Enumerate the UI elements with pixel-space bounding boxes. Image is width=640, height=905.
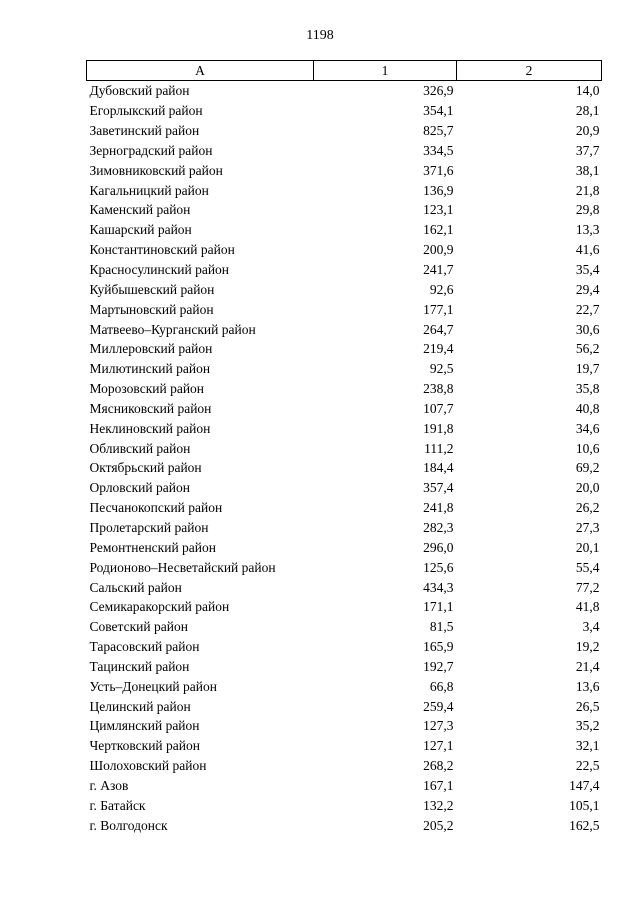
value-column-1-cell: 200,9	[423, 242, 454, 258]
value-column-2-cell: 26,5	[575, 698, 600, 714]
table-row	[87, 815, 602, 835]
table-row	[87, 260, 602, 280]
district-name-cell: Зерноградский район	[89, 142, 213, 158]
value-column-1-cell: 264,7	[423, 321, 454, 337]
table-row	[87, 756, 602, 776]
value-column-1-cell: 127,3	[423, 718, 454, 734]
value-column-2-cell: 13,6	[575, 678, 600, 694]
header-column-1: 1	[314, 61, 457, 81]
value-column-1-cell: 132,2	[423, 797, 454, 813]
value-column-1-cell: 238,8	[423, 381, 454, 397]
value-column-1-cell: 192,7	[423, 658, 454, 674]
district-name-cell: г. Азов	[89, 777, 129, 793]
district-name-cell: Пролетарский район	[89, 519, 209, 535]
district-name-cell: Целинский район	[89, 698, 191, 714]
table-row	[87, 101, 602, 121]
value-column-2-cell: 37,7	[575, 142, 600, 158]
value-column-1-cell: 81,5	[429, 619, 454, 635]
value-column-2-cell: 35,2	[575, 718, 600, 734]
value-column-2-cell: 20,9	[575, 123, 600, 139]
value-column-2-cell: 19,2	[575, 639, 600, 655]
table-row	[87, 776, 602, 796]
table-header-row	[87, 61, 602, 81]
value-column-2-cell: 41,8	[575, 599, 600, 615]
value-column-1-cell: 282,3	[423, 519, 454, 535]
district-name-cell: Кагальницкий район	[89, 182, 209, 198]
value-column-2-cell: 27,3	[575, 519, 600, 535]
table-row	[87, 220, 602, 240]
value-column-2-cell: 34,6	[575, 420, 600, 436]
value-column-2-cell: 22,5	[575, 758, 600, 774]
value-column-1-cell: 334,5	[423, 142, 454, 158]
value-column-1-cell: 268,2	[423, 758, 454, 774]
district-name-cell: Чертковский район	[89, 738, 200, 754]
value-column-2-cell: 162,5	[569, 817, 600, 833]
value-column-1-cell: 825,7	[423, 123, 454, 139]
table-body	[87, 81, 602, 836]
value-column-2-cell: 40,8	[575, 400, 600, 416]
table-row	[87, 617, 602, 637]
value-column-2-cell: 56,2	[575, 341, 600, 357]
district-name-cell: Заветинский район	[89, 123, 200, 139]
value-column-2-cell: 26,2	[575, 500, 600, 516]
table-row	[87, 359, 602, 379]
header-column-2: 2	[457, 61, 602, 81]
table-row	[87, 418, 602, 438]
table-row	[87, 637, 602, 657]
value-column-2-cell: 3,4	[582, 619, 600, 635]
district-name-cell: Милютинский район	[89, 361, 211, 377]
value-column-1-cell: 296,0	[423, 539, 454, 555]
district-name-cell: Октябрьский район	[89, 460, 202, 476]
district-name-cell: Семикаракорский район	[89, 599, 230, 615]
district-name-cell: Усть–Донецкий район	[89, 678, 217, 694]
value-column-1-cell: 167,1	[423, 777, 454, 793]
value-column-1-cell: 259,4	[423, 698, 454, 714]
value-column-2-cell: 77,2	[575, 579, 600, 595]
table-row	[87, 736, 602, 756]
value-column-1-cell: 191,8	[423, 420, 454, 436]
value-column-2-cell: 20,1	[575, 539, 600, 555]
table-row	[87, 180, 602, 200]
value-column-2-cell: 41,6	[575, 242, 600, 258]
table-row	[87, 458, 602, 478]
district-name-cell: Морозовский район	[89, 381, 205, 397]
table-row	[87, 141, 602, 161]
value-column-1-cell: 241,7	[423, 262, 454, 278]
table-row	[87, 319, 602, 339]
table-row	[87, 121, 602, 141]
table-row	[87, 160, 602, 180]
value-column-1-cell: 219,4	[423, 341, 454, 357]
value-column-1-cell: 177,1	[423, 301, 454, 317]
district-name-cell: Советский район	[89, 619, 188, 635]
table-row	[87, 81, 602, 101]
value-column-2-cell: 21,8	[575, 182, 600, 198]
value-column-2-cell: 19,7	[575, 361, 600, 377]
value-column-2-cell: 105,1	[569, 797, 600, 813]
value-column-2-cell: 20,0	[575, 480, 600, 496]
value-column-1-cell: 371,6	[423, 162, 454, 178]
value-column-1-cell: 111,2	[424, 440, 454, 456]
value-column-2-cell: 29,4	[575, 281, 600, 297]
value-column-1-cell: 241,8	[423, 500, 454, 516]
page-number: 1198	[306, 28, 334, 43]
table-row	[87, 200, 602, 220]
value-column-1-cell: 92,5	[429, 361, 454, 377]
value-column-1-cell: 205,2	[423, 817, 454, 833]
value-column-2-cell: 13,3	[575, 222, 600, 238]
value-column-2-cell: 55,4	[575, 559, 600, 575]
district-name-cell: Миллеровский район	[89, 341, 213, 357]
value-column-1-cell: 165,9	[423, 639, 454, 655]
district-name-cell: Красносулинский район	[89, 262, 230, 278]
value-column-1-cell: 184,4	[423, 460, 454, 476]
value-column-2-cell: 32,1	[575, 738, 600, 754]
value-column-2-cell: 147,4	[569, 777, 600, 793]
value-column-1-cell: 125,6	[423, 559, 454, 575]
table-row	[87, 379, 602, 399]
district-name-cell: Мартыновский район	[89, 301, 214, 317]
value-column-2-cell: 28,1	[575, 103, 600, 119]
district-name-cell: г. Батайск	[89, 797, 146, 813]
district-name-cell: Егорлыкский район	[89, 103, 203, 119]
value-column-1-cell: 171,1	[423, 599, 454, 615]
table-row	[87, 577, 602, 597]
value-column-2-cell: 29,8	[575, 202, 600, 218]
value-column-2-cell: 22,7	[575, 301, 600, 317]
value-column-2-cell: 69,2	[575, 460, 600, 476]
value-column-1-cell: 434,3	[423, 579, 454, 595]
district-name-cell: Зимовниковский район	[89, 162, 223, 178]
value-column-2-cell: 30,6	[575, 321, 600, 337]
value-column-1-cell: 354,1	[423, 103, 454, 119]
value-column-1-cell: 162,1	[423, 222, 454, 238]
value-column-2-cell: 21,4	[575, 658, 600, 674]
district-name-cell: Кашарский район	[89, 222, 192, 238]
table-row	[87, 299, 602, 319]
value-column-2-cell: 35,4	[575, 262, 600, 278]
value-column-1-cell: 357,4	[423, 480, 454, 496]
table-row	[87, 557, 602, 577]
district-name-cell: Орловский район	[89, 480, 190, 496]
table-row	[87, 656, 602, 676]
value-column-2-cell: 38,1	[575, 162, 600, 178]
table-row	[87, 279, 602, 299]
district-name-cell: Константиновский район	[89, 242, 235, 258]
district-name-cell: Дубовский район	[89, 83, 190, 99]
table-row	[87, 240, 602, 260]
district-name-cell: Мясниковский район	[89, 400, 212, 416]
district-name-cell: Обливский район	[89, 440, 191, 456]
district-name-cell: Родионово–Несветайский район	[89, 559, 276, 575]
value-column-1-cell: 127,1	[423, 738, 454, 754]
district-name-cell: Сальский район	[89, 579, 182, 595]
district-name-cell: Шолоховский район	[89, 758, 207, 774]
table-row	[87, 399, 602, 419]
district-name-cell: Цимлянский район	[89, 718, 200, 734]
value-column-1-cell: 326,9	[423, 83, 454, 99]
value-column-1-cell: 107,7	[423, 400, 454, 416]
value-column-2-cell: 10,6	[575, 440, 600, 456]
table-row	[87, 537, 602, 557]
table-row	[87, 696, 602, 716]
district-name-cell: Неклиновский район	[89, 420, 211, 436]
value-column-2-cell: 35,8	[575, 381, 600, 397]
value-column-1-cell: 136,9	[423, 182, 454, 198]
table-row	[87, 716, 602, 736]
table-row	[87, 676, 602, 696]
table-row	[87, 518, 602, 538]
table-row	[87, 339, 602, 359]
value-column-1-cell: 66,8	[429, 678, 454, 694]
table-row	[87, 597, 602, 617]
value-column-1-cell: 123,1	[423, 202, 454, 218]
district-name-cell: г. Волгодонск	[89, 817, 168, 833]
district-name-cell: Ремонтненский район	[89, 539, 216, 555]
district-name-cell: Матвеево–Курганский район	[89, 321, 256, 337]
table-row	[87, 795, 602, 815]
district-name-cell: Тарасовский район	[89, 639, 200, 655]
header-column-a: А	[87, 61, 314, 81]
table-row	[87, 438, 602, 458]
value-column-2-cell: 14,0	[575, 83, 600, 99]
district-name-cell: Тацинский район	[89, 658, 190, 674]
data-table	[86, 60, 602, 835]
value-column-1-cell: 92,6	[429, 281, 454, 297]
table-row	[87, 478, 602, 498]
district-name-cell: Песчанокопский район	[89, 500, 223, 516]
table-row	[87, 498, 602, 518]
district-name-cell: Куйбышевский район	[89, 281, 215, 297]
district-name-cell: Каменский район	[89, 202, 191, 218]
